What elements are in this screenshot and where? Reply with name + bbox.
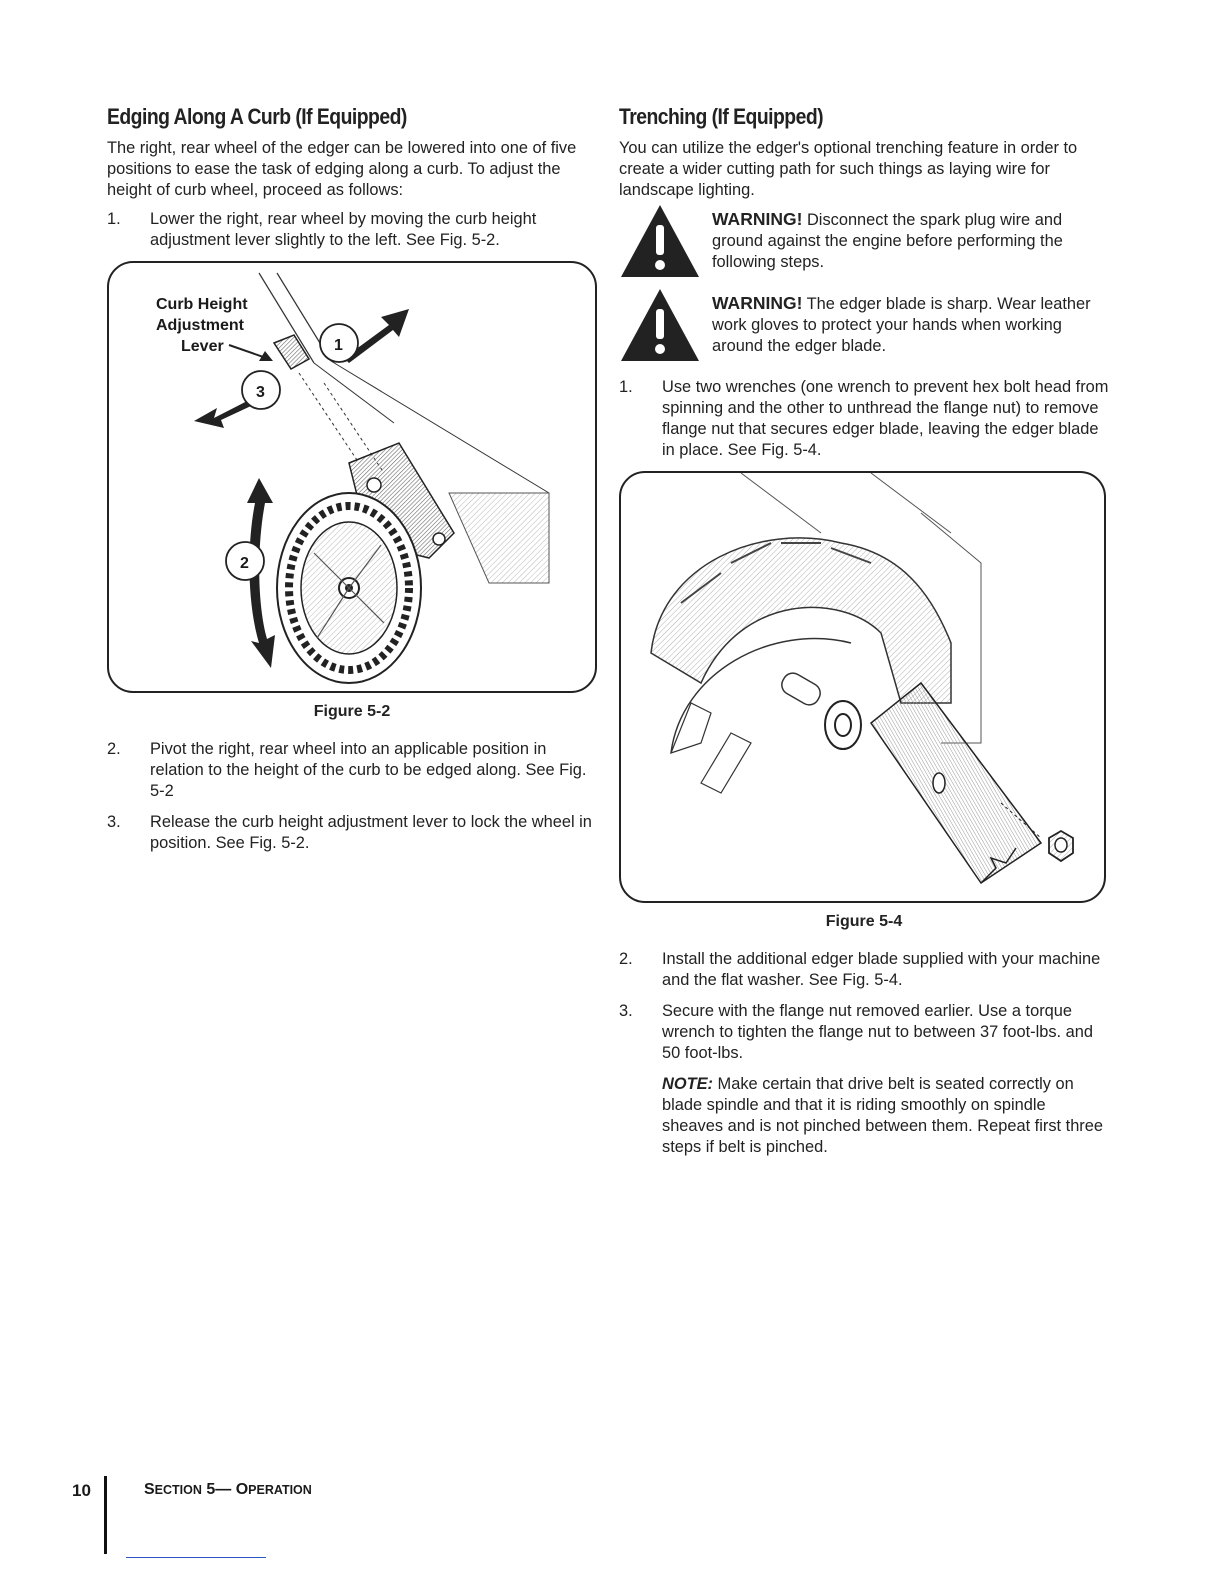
trenching-heading: Trenching (If Equipped) — [619, 104, 824, 129]
trenching-step-3 — [619, 1001, 1109, 1064]
section-title-part: PERATION — [248, 1483, 312, 1497]
figure-5-4 — [619, 471, 1106, 903]
edging-heading: Edging Along A Curb (If Equipped) — [107, 104, 407, 129]
right-column — [619, 104, 1109, 1158]
warning-label: WARNING! — [712, 209, 803, 229]
figure-5-4-caption: Figure 5-4 — [825, 913, 903, 930]
section-title-part: ECTION — [154, 1483, 202, 1497]
warning-triangle-icon — [619, 203, 701, 279]
figure-5-2 — [107, 261, 597, 693]
step-text: Secure with the flange nut removed earlier. Use a torque wrench to tighten the flange nut to between 37 foot-lbs. and 50 foot-lbs. — [662, 1002, 1094, 1062]
step-number: 2. — [619, 950, 633, 968]
callout-2: 2 — [240, 555, 249, 572]
page-number: 10 — [72, 1481, 91, 1500]
figure-5-2-caption: Figure 5-2 — [313, 703, 391, 720]
warning-spark-plug — [619, 209, 1109, 281]
trenching-step-2 — [619, 949, 1109, 991]
edging-step-2 — [107, 739, 597, 802]
step-text: Use two wrenches (one wrench to prevent hex bolt head from spinning and the other to unthread the flange nut) to remove flange nut that secures edger blade, leaving the edger blade in place. See Fig. 5-4. — [662, 378, 1109, 459]
figure-label-line1: Curb Height — [156, 296, 248, 313]
note-text: Make certain that drive belt is seated correctly on blade spindle and that it is riding smoothly on spindle sheaves and is not pinched between them. Repeat first three steps if belt is pinched. — [662, 1075, 1103, 1156]
curb-wheel-illustration — [109, 263, 595, 691]
edging-intro: The right, rear wheel of the edger can be lowered into one of five positions to ease the task of edging along a curb. To adjust the height of curb wheel, proceed as follows: — [107, 139, 577, 199]
section-title-part: 5— O — [201, 1481, 249, 1498]
section-title-part: S — [144, 1481, 155, 1498]
step-text: Pivot the right, rear wheel into an applicable position in relation to the height of the curb to be edged along. See Fig. 5-2 — [150, 740, 587, 800]
step-number: 3. — [107, 813, 121, 831]
warning-text: Disconnect the spark plug wire and ground against the engine before performing the following steps. — [712, 211, 1063, 271]
step-text: Release the curb height adjustment lever to lock the wheel in position. See Fig. 5-2. — [150, 813, 592, 852]
warning-sharp-blade — [619, 293, 1109, 365]
bottom-link-underline[interactable] — [126, 1557, 266, 1558]
callout-1: 1 — [334, 337, 343, 354]
warning-triangle-icon — [619, 287, 701, 363]
edger-blade-illustration — [621, 473, 1104, 901]
trenching-intro: You can utilize the edger's optional trenching feature in order to create a wider cutting path for such things as laying wire for landscape lighting. — [619, 139, 1078, 199]
step-number: 1. — [107, 210, 121, 228]
figure-label-line2: Adjustment — [156, 317, 244, 334]
note-drive-belt — [619, 1074, 1109, 1158]
figure-label-line3: Lever — [181, 338, 224, 355]
section-title — [144, 1481, 312, 1499]
edging-step-3 — [107, 812, 597, 854]
step-number: 3. — [619, 1002, 633, 1020]
trenching-step-1 — [619, 377, 1109, 461]
note-label: NOTE: — [662, 1075, 713, 1093]
step-text: Lower the right, rear wheel by moving the curb height adjustment lever slightly to the left. See Fig. 5-2. — [150, 210, 537, 249]
edging-step-1 — [107, 209, 597, 251]
warning-label: WARNING! — [712, 293, 803, 313]
warning-text: The edger blade is sharp. Wear leather work gloves to protect your hands when working around the edger blade. — [712, 295, 1091, 355]
step-number: 2. — [107, 740, 121, 758]
step-text: Install the additional edger blade supplied with your machine and the flat washer. See Fig. 5-4. — [662, 950, 1101, 989]
left-column — [107, 104, 597, 864]
callout-3: 3 — [256, 384, 265, 401]
step-number: 1. — [619, 378, 633, 396]
footer-divider — [104, 1476, 107, 1554]
